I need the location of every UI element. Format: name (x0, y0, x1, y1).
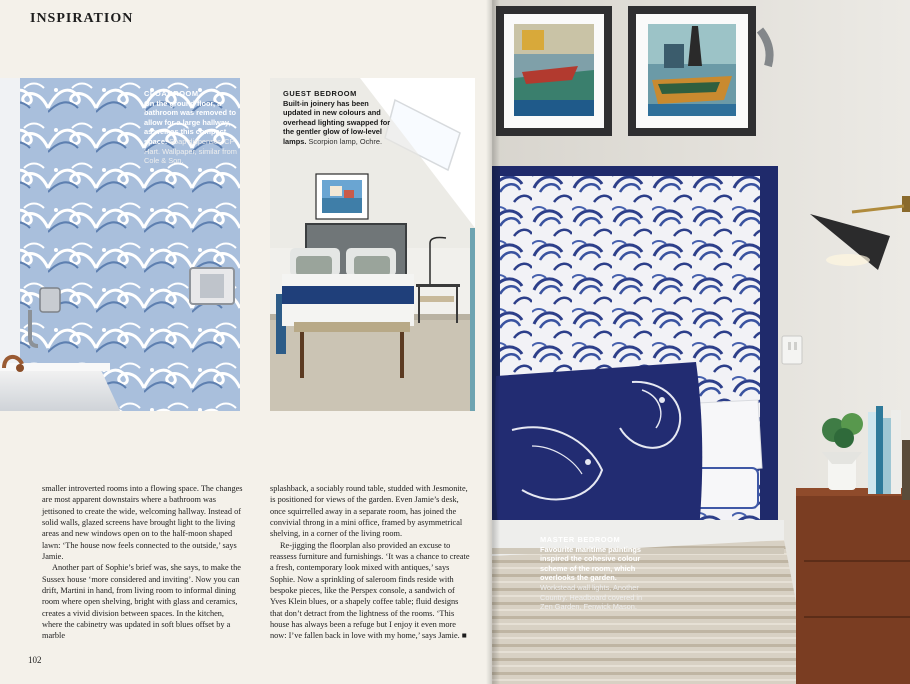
cloakroom-caption-title: CLOAKROOM (144, 89, 199, 98)
body-paragraph: Another part of Sophie’s brief was, she says, to make the Sussex house ‘more considered and inviting’. Now you can drift, Martini in hand, from living room to informal dining room where open shelving, bright with glass and ceramics, creates a vivid division between spaces. In the kitchen, where the cabinetry was updated in soft blues offset by a marble (42, 563, 241, 641)
master-bedroom-caption-title: MASTER BEDROOM (540, 535, 621, 544)
cloakroom-caption-body: On the ground floor, a bathroom was removed to allow for a large hallway, as well as this compact space. (144, 98, 236, 146)
body-column-1 (42, 483, 246, 642)
master-bedroom-caption (540, 535, 650, 612)
body-column-2 (270, 483, 470, 642)
cloakroom-caption-credit: Soap dispenser, CP Hart. Wallpaper, similar from Cole & Son. (144, 136, 237, 166)
page-number: 102 (28, 655, 42, 665)
section-label: INSPIRATION (30, 11, 134, 26)
guest-bedroom-caption-title: GUEST BEDROOM (283, 89, 357, 98)
guest-bedroom-caption (283, 89, 393, 147)
master-bedroom-caption-body: Favourite maritime paintings inspired the cohesive colour scheme of the room, which overlooks the garden. (540, 544, 642, 583)
guest-bedroom-caption-credit: Scorpion lamp, Ochre. (308, 136, 382, 146)
page-gutter (486, 0, 500, 684)
body-paragraph: Re-jigging the floorplan also provided an excuse to reassess furniture and furnishings. ‘It was a chance to create a fresh, contemporary look mixed with antiques,’ says Sophie. Now a sprinkling of saleroom finds reside with bespoke pieces, like the Perspex console, a sandwich of Yves Klein blues, or a shapely coffee table; fluid designs that don’t detract from the lightness of the rooms. ‘This house has always been a refuge but I enjoy it even more now: I’ve fallen back in love with my home,’ says Jamie. ■ (270, 540, 470, 641)
cloakroom-caption (144, 89, 238, 166)
guest-bedroom-caption-body: Built-in joinery has been updated in new colours and overhead lighting swapped for the gentler glow of low-level lamps. (283, 98, 391, 146)
master-bedroom-caption-credit: Workstead wall lights, Another Country. Headboard covered in Zen Garden, Fenwick Mason. (540, 582, 643, 612)
body-paragraph: splashback, a sociably round table, studded with Jesmonite, is positioned for views of the garden. Even Jamie’s desk, once squirrelled away in a separate room, has joined the convivial throng in a mini office, framed by asymmetrical shelving, in a corner of the living room. (270, 484, 468, 539)
body-paragraph: smaller introverted rooms into a flowing space. The changes are most apparent downstairs where a bathroom was jettisoned to create the wide, welcoming hallway. Instead of solid walls, glazed screens have brought light to the living areas and new windows open on to the half-moon shaped lawn: ‘The house now feels connected to the outside,’ says Jamie. (42, 484, 243, 562)
